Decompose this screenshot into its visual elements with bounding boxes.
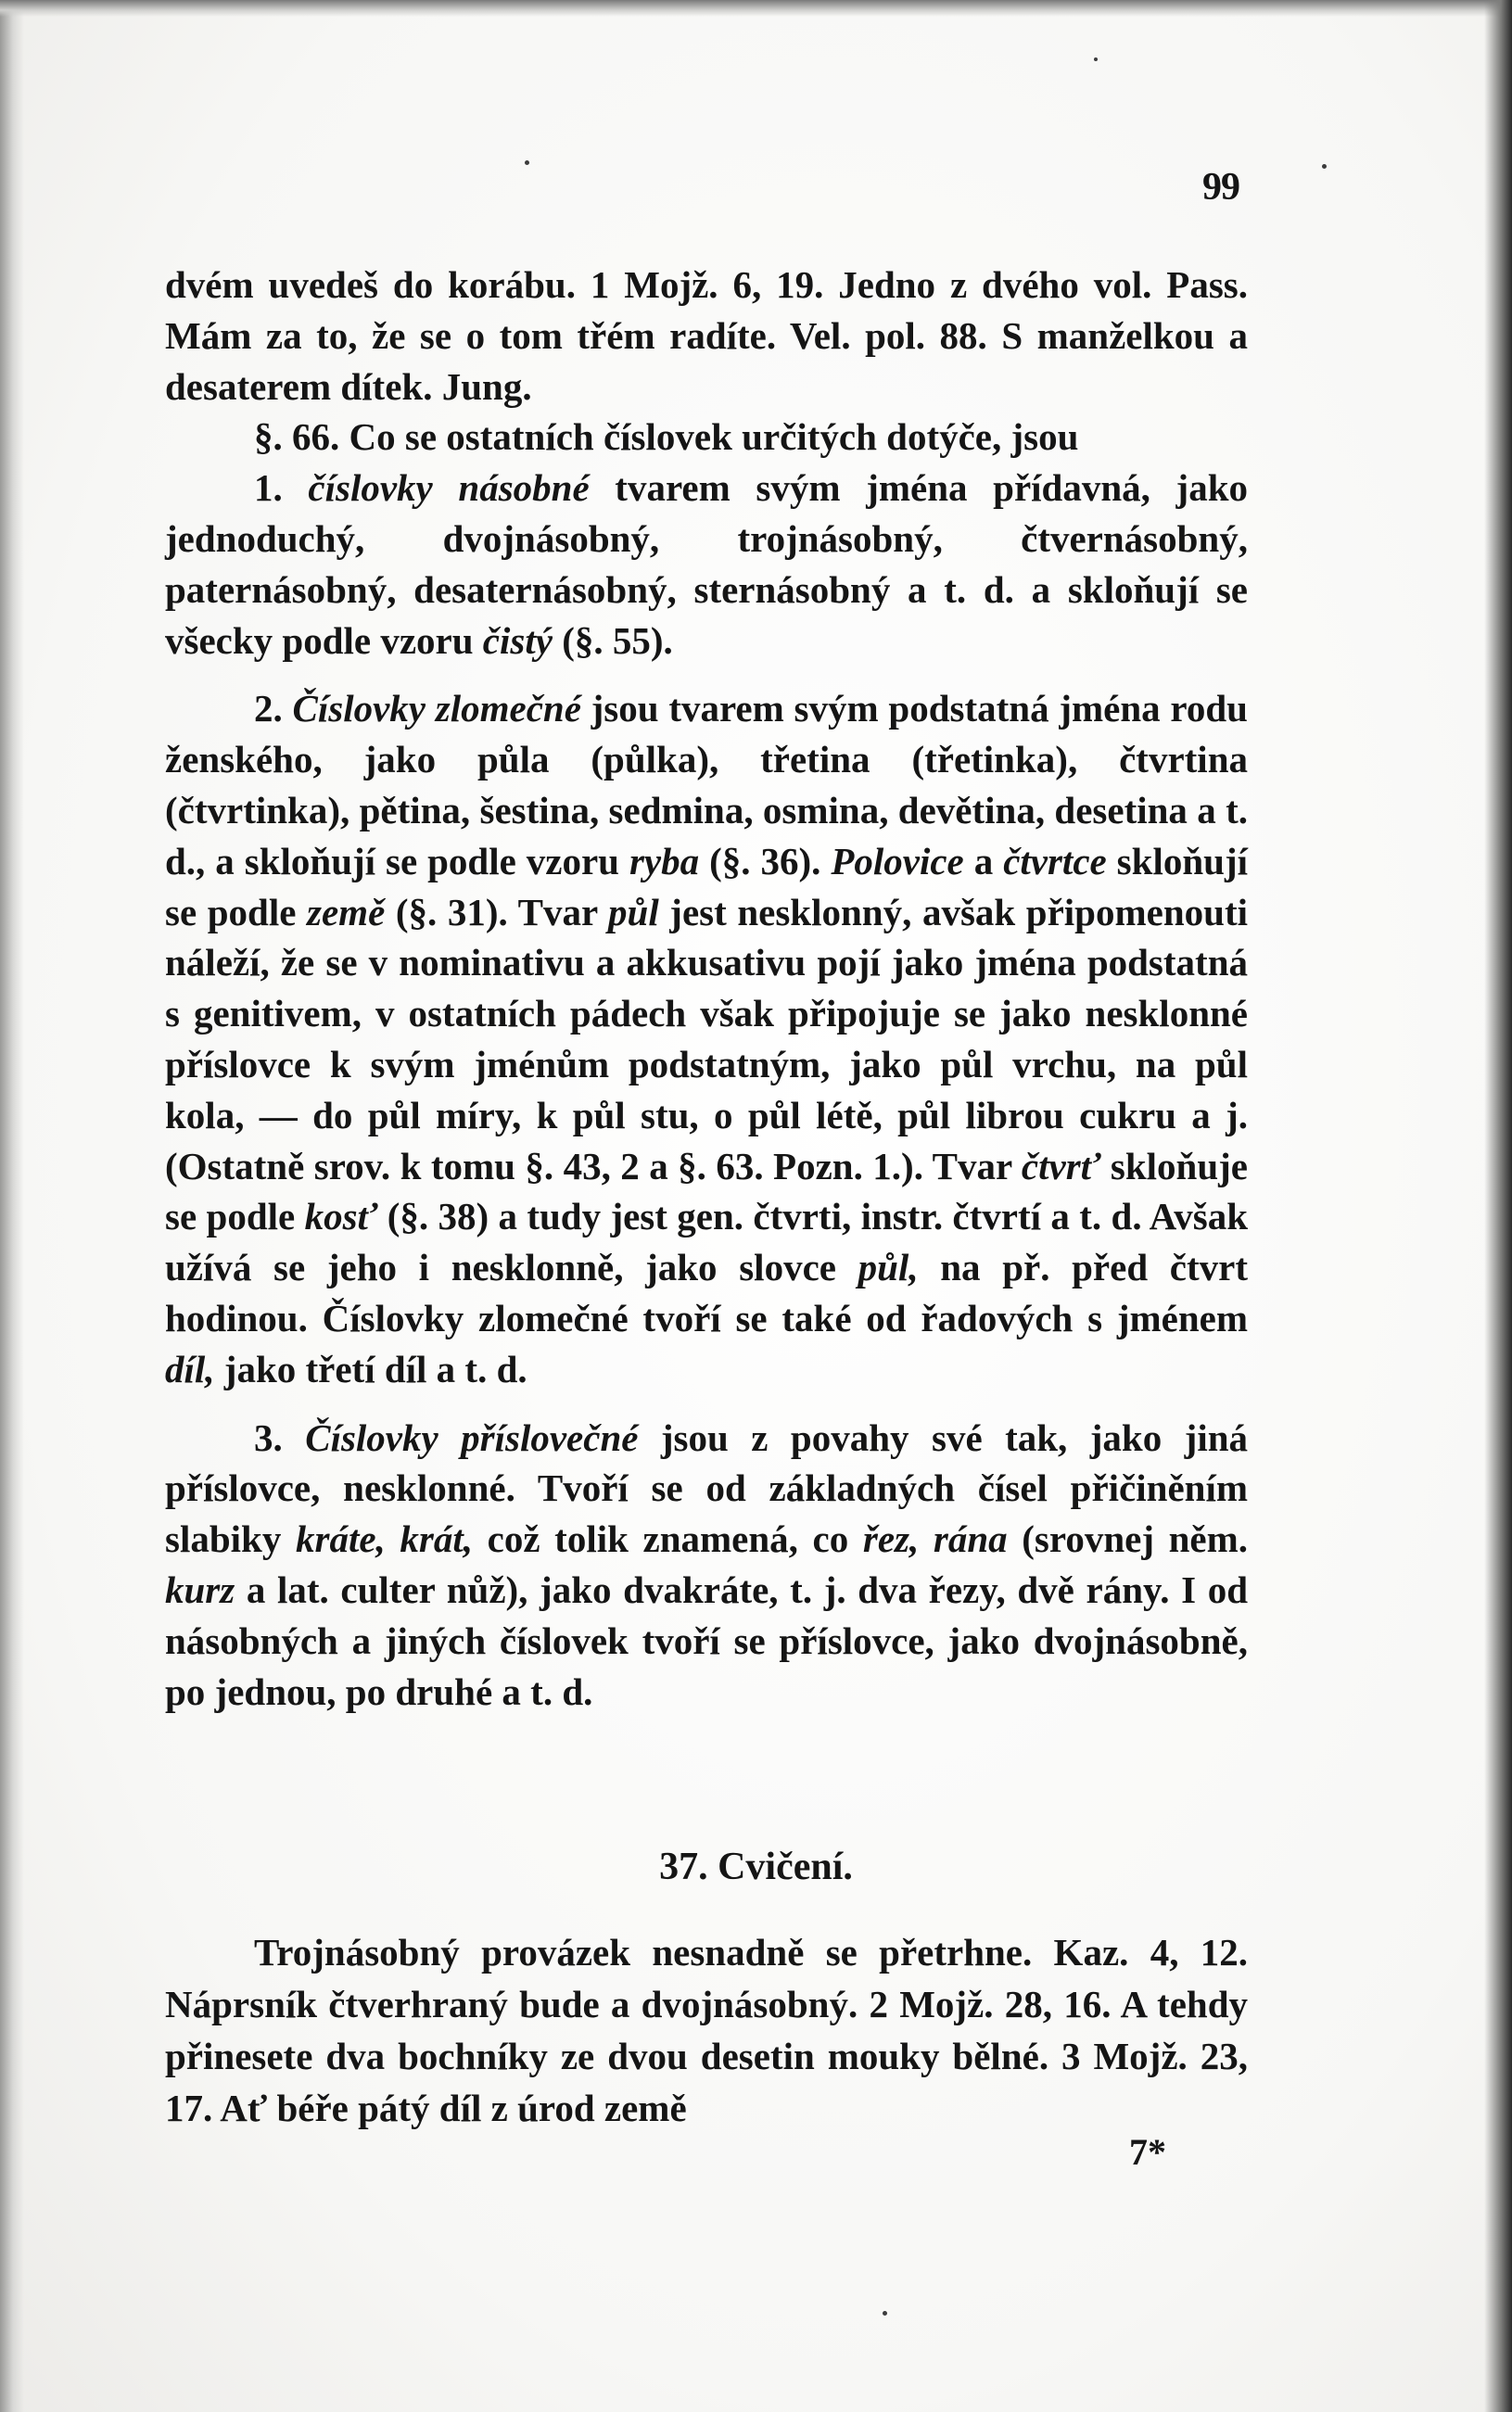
term-emphasis: kurz <box>165 1568 235 1611</box>
paragraph-continuation: dvém uvedeš do korábu. 1 Mojž. 6, 19. Jedno z dvého vol. Pass. Mám za to, že se o tom třém radíte. Vel. pol. 88. S manželkou a desaterem dítek. Jung. <box>165 263 1248 408</box>
page-number: 99 <box>1202 166 1239 209</box>
page-edge-shadow-right <box>1484 0 1512 2412</box>
page-edge-shadow-left <box>0 0 24 2412</box>
text-run: na př. před čtvrt hodinou. Číslovky zlomečné tvoří se také od řadových s jménem <box>165 1246 1248 1339</box>
term-emphasis: Číslovky zlomečné <box>292 687 581 730</box>
term-emphasis: čtvrť <box>1021 1144 1101 1187</box>
paragraph-fractional-numerals <box>165 683 1248 1394</box>
term-emphasis: díl, <box>165 1347 215 1390</box>
text-run: (§. 31). Tvar <box>385 890 609 933</box>
term-emphasis: číslovky násobné <box>308 466 590 510</box>
term-emphasis: Polovice <box>831 839 964 882</box>
term-emphasis: kosť <box>304 1195 378 1238</box>
text-run: (§. 55). <box>552 618 673 662</box>
page-edge-shadow-top <box>0 0 1512 17</box>
text-run: jest nesklonný, avšak připomenouti náleží, že se v nominativu a akkusativu pojí jako jména podstatná s genitivem, v ostatních pádech však připojuje se jako nesklonné příslovce k svým jménům podstatným, jako půl vrchu, na půl kola, — do půl míry, k půl stu, o půl létě, půl librou cukru a j. (Ostatně srov. k tomu §. 43, 2 a §. 63. Pozn. 1.). Tvar <box>165 890 1248 1187</box>
text-run: 3. <box>254 1415 306 1459</box>
term-emphasis: půl <box>608 890 659 933</box>
body-text <box>165 260 1248 1717</box>
text-run: a lat. culter nůž), jako dvakráte, t. j. dva řezy, dvě rány. I od násobných a jiných číslovek tvoří se příslovce, jako dvojnásobně, po jednou, po druhé a t. d. <box>165 1568 1248 1713</box>
term-emphasis: kráte, krát, <box>295 1517 474 1561</box>
scan-speck <box>525 160 529 165</box>
scan-speck <box>1322 164 1327 169</box>
scan-speck <box>1094 57 1098 61</box>
text-run: a <box>963 839 1004 882</box>
text-run: 1. <box>254 466 309 510</box>
term-emphasis: čtvrtce <box>1003 839 1107 882</box>
term-emphasis: řez, rána <box>862 1517 1008 1561</box>
paragraph-multiplicative-numerals <box>165 463 1248 666</box>
term-emphasis: Číslovky příslovečné <box>305 1415 639 1459</box>
text-run: (§. 38) a tudy jest gen. čtvrti, instr. čtvrtí a t. d. Avšak užívá se jeho i nesklonně, jako slovce <box>165 1195 1248 1289</box>
signature-mark: 7* <box>1129 2131 1166 2173</box>
exercise-heading: 37. Cvičení. <box>659 1846 853 1888</box>
text-run: (§. 36). <box>699 839 832 882</box>
term-emphasis: půl, <box>858 1246 919 1289</box>
term-emphasis: čistý <box>482 618 553 662</box>
text-run: jako třetí díl a t. d. <box>214 1347 527 1390</box>
text-run: jsou z povahy své tak, jako jiná příslovce, nesklonné. Tvoří se od základných čísel přičiněním slabiky <box>165 1415 1249 1561</box>
exercise-text <box>165 1926 1248 2134</box>
term-emphasis: země <box>307 890 386 933</box>
text-run: tvarem svým jména přídavná, jako jednoduchý, dvojnásobný, trojnásobný, čtvernásobný, paternásobný, desaternásobný, sternásobný a t. d. a skloňují se všecky podle vzoru <box>165 466 1249 662</box>
text-run: 2. <box>254 687 293 730</box>
text-run: což tolik znamená, co <box>473 1517 863 1561</box>
text-run: jsou tvarem svým podstatná jména rodu ženského, jako půla (půlka), třetina (třetinka), čtvrtina (čtvrtinka), pětina, šestina, sedmina, osmina, devětina, desetina a t. d., a skloňují se podle vzoru <box>165 687 1248 882</box>
text-run: (srovnej něm. <box>1007 1517 1249 1561</box>
text-run: skloňují se podle <box>165 839 1248 933</box>
term-emphasis: ryba <box>629 839 700 882</box>
section-66-intro: §. 66. Co se ostatních číslovek určitých dotýče, jsou <box>254 415 1079 459</box>
text-run: skloňuje se podle <box>165 1144 1248 1238</box>
scan-speck <box>883 2311 887 2316</box>
paragraph-adverbial-numerals <box>165 1413 1248 1718</box>
exercise-paragraph: Trojnásobný provázek nesnadně se přetrhne. Kaz. 4, 12. Náprsník čtverhraný bude a dvojnásobný. 2 Mojž. 28, 16. A tehdy přinesete dva bochníky ze dvou desetin mouky bělné. 3 Mojž. 23, 17. Ať béře pátý díl z úrod země <box>165 1931 1248 2129</box>
